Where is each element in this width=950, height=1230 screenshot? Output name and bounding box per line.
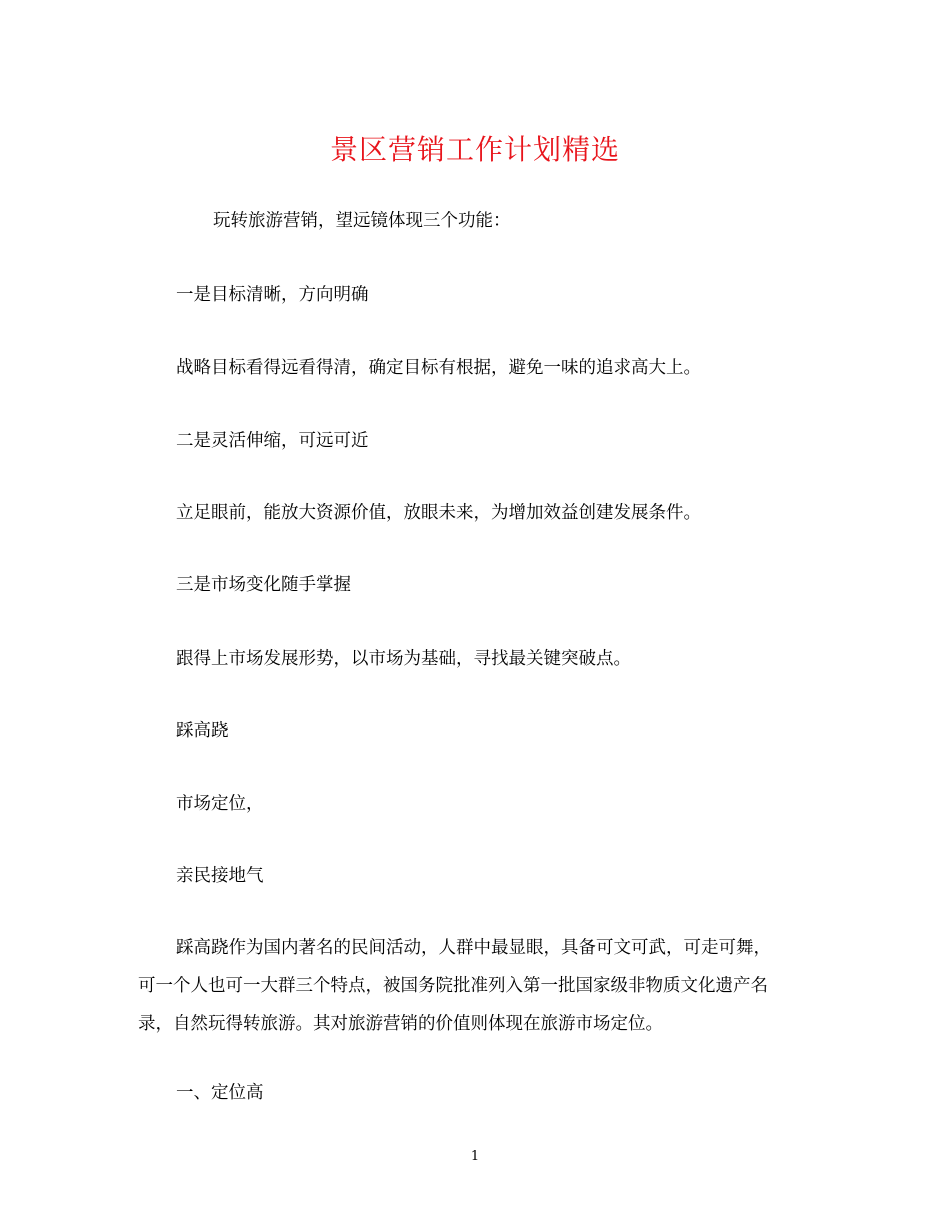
stilts-paragraph-line: 踩高跷作为国内著名的民间活动，人群中最显眼，具备可文可武，可走可舞， [176, 938, 771, 958]
stilts-paragraph-line: 可一个人也可一大群三个特点，被国务院批准列入第一批国家级非物质文化遗产名 [138, 976, 768, 996]
section-heading-positioning: 一、定位高 [176, 1083, 264, 1103]
heading-two: 二是灵活伸缩，可远可近 [176, 431, 369, 451]
page-number: 1 [470, 1149, 480, 1164]
stilts-paragraph-line: 录，自然玩得转旅游。其对旅游营销的价值则体现在旅游市场定位。 [138, 1014, 663, 1034]
document-title: 景区营销工作计划精选 [329, 133, 620, 166]
stilts-heading: 踩高跷 [176, 721, 229, 741]
heading-three: 三是市场变化随手掌握 [176, 575, 351, 595]
heading-one: 一是目标清晰，方向明确 [176, 285, 369, 305]
paragraph-two: 立足眼前，能放大资源价值，放眼未来，为增加效益创建发展条件。 [176, 503, 701, 523]
grounded-heading: 亲民接地气 [176, 866, 264, 886]
paragraph-three: 跟得上市场发展形势，以市场为基础，寻找最关键突破点。 [176, 649, 631, 669]
paragraph-one: 战略目标看得远看得清，确定目标有根据，避免一味的追求高大上。 [176, 358, 701, 378]
intro-paragraph: 玩转旅游营销，望远镜体现三个功能： [213, 211, 511, 231]
stilts-paragraph [138, 929, 818, 1043]
market-position-heading: 市场定位， [176, 794, 264, 814]
